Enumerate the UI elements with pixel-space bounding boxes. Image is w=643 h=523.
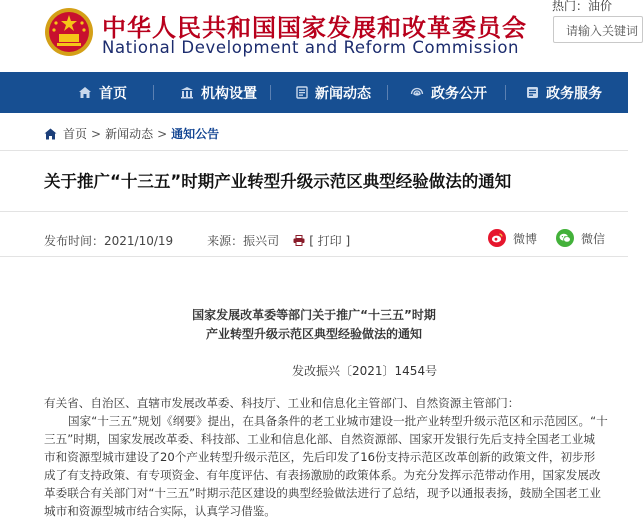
national-emblem-icon[interactable] (44, 7, 94, 57)
nav-item-gov-services[interactable] (526, 72, 602, 113)
nav-divider (153, 85, 154, 100)
document-body-line: 成了有支持政策、有专项资金、有年度评估、有表扬激励的政策体系。为充分发挥示范带动作用，国家发展改 (44, 468, 601, 482)
news-icon (296, 86, 308, 99)
divider (0, 211, 628, 212)
share-weibo-button[interactable] (488, 229, 537, 247)
share-weibo-label: 微博 (513, 231, 538, 246)
weibo-icon (488, 229, 506, 247)
document-body-line: 国家“十三五”规划《纲要》提出，在具备条件的老工业城市建设一批产业转型升级示范区和示范园区。“十 (68, 414, 608, 428)
breadcrumb-separator: > (157, 126, 168, 141)
share-wechat-label: 微信 (581, 231, 606, 246)
nav-item-organization[interactable] (180, 72, 257, 113)
breadcrumb-home[interactable]: 首页 (63, 127, 88, 141)
nav-divider (387, 85, 388, 100)
document-body-line: 城市和资源型城市结合实际，认真学习借鉴。 (44, 504, 276, 518)
main-nav (0, 72, 628, 113)
publish-time: 发布时间：2021/10/19 (44, 234, 174, 248)
document-body-line: 革委联合有关部门对“十三五”时期示范区建设的典型经验做法进行了总结，现予以通报表扬，鼓励全国老工业 (44, 486, 601, 500)
breadcrumb-notices[interactable]: 通知公告 (171, 127, 220, 141)
article-source: 来源：振兴司 (207, 234, 280, 248)
breadcrumb (44, 125, 219, 142)
broadcast-icon (410, 86, 424, 99)
document-body-line: 市和资源型城市建设了20个产业转型升级示范区，先后印发了16份支持示范区改革创新的政策文件，初步形 (44, 450, 596, 464)
document-body-line: 三五”时期，国家发展改革委、科技部、工业和信息化部、自然资源部、国家开发银行先后支持全国老工业城 (44, 432, 595, 446)
home-icon (78, 86, 92, 99)
document-addressees: 有关省、自治区、直辖市发展改革委、科技厅、工业和信息化主管部门、自然资源主管部门： (44, 396, 520, 410)
nav-item-news[interactable] (296, 72, 371, 113)
building-icon (180, 86, 194, 99)
nav-divider (270, 85, 271, 100)
breadcrumb-news[interactable]: 新闻动态 (105, 127, 154, 141)
site-title-cn[interactable]: 中华人民共和国国家发展和改革委员会 (102, 14, 527, 42)
breadcrumb-separator: > (91, 126, 102, 141)
article-title: 关于推广“十三五”时期产业转型升级示范区典型经验做法的通知 (44, 172, 512, 191)
nav-item-gov-affairs[interactable] (410, 72, 487, 113)
document-heading-line1: 国家发展改革委等部门关于推广“十三五”时期 (192, 308, 436, 322)
document-number: 发改振兴〔2021〕1454号 (292, 364, 438, 378)
printer-icon (293, 235, 305, 246)
divider (0, 256, 628, 257)
article-meta (44, 232, 350, 249)
wechat-icon (556, 229, 574, 247)
nav-label-home: 首页 (99, 85, 127, 102)
nav-label-gov-affairs: 政务公开 (431, 85, 487, 102)
nav-divider (505, 85, 506, 100)
nav-label-gov-services: 政务服务 (546, 85, 602, 102)
divider (0, 150, 628, 151)
print-button[interactable] (293, 232, 350, 249)
hot-keywords-label[interactable]: 热门：油价 (552, 0, 613, 13)
document-heading-line2: 产业转型升级示范区典型经验做法的通知 (205, 327, 422, 341)
nav-label-organization: 机构设置 (201, 85, 257, 102)
site-title-en: National Development and Reform Commission (102, 38, 520, 57)
nav-item-home[interactable] (78, 72, 127, 113)
print-label: [ 打印 ] (309, 234, 351, 248)
nav-label-news: 新闻动态 (315, 85, 371, 102)
share-wechat-button[interactable] (556, 229, 605, 247)
home-icon (44, 128, 57, 140)
search-input[interactable]: 请输入关键词 (553, 16, 643, 43)
site-header (0, 0, 639, 72)
service-icon (526, 86, 539, 99)
